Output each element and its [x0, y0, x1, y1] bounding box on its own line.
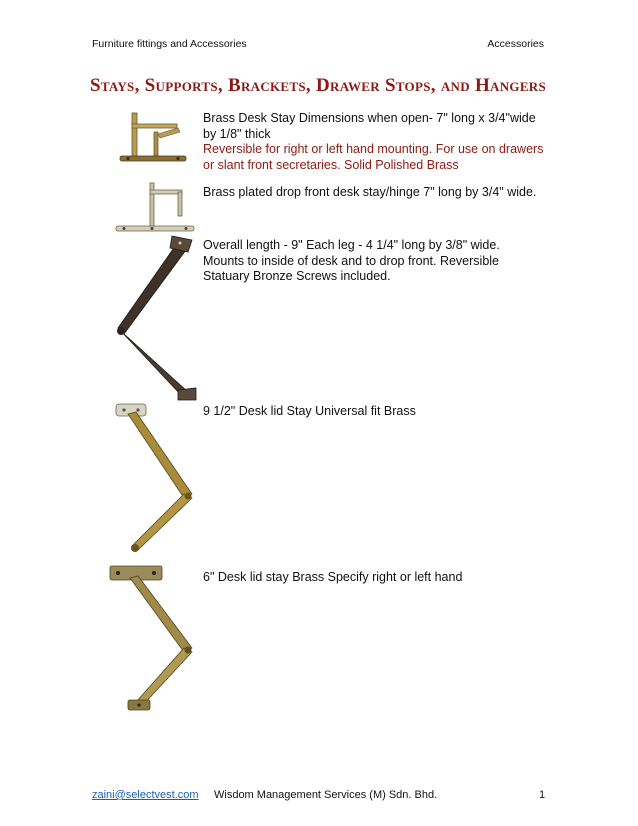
footer-email-link[interactable]: zaini@selectvest.com	[92, 789, 199, 801]
item-3-line-2: Mounts to inside of desk and to drop front. Reversible	[203, 253, 499, 268]
desk-lid-stay-9-5-image	[108, 400, 198, 560]
brass-desk-stay-image	[114, 110, 196, 172]
item-1-line-1: Brass Desk Stay Dimensions when open- 7" long x 3/4"wide	[203, 111, 536, 125]
item-4-line-1: 9 1/2" Desk lid Stay Universal fit Brass	[203, 404, 416, 418]
page-title: Stays, Supports, Brackets, Drawer Stops, and Hangers	[90, 75, 547, 96]
drop-front-stay-image	[112, 180, 196, 240]
item-5-description	[203, 570, 462, 586]
item-3-line-3: Statuary Bronze Screws included.	[203, 269, 391, 283]
header-left: Furniture fittings and Accessories	[92, 38, 247, 50]
item-1-line-4: or slant front secretaries. Solid Polished Brass	[203, 157, 459, 172]
item-3-description	[203, 238, 500, 285]
item-1-description	[203, 111, 543, 173]
item-5-line-1: 6" Desk lid stay Brass Specify right or left hand	[203, 570, 463, 584]
item-2-description	[203, 185, 536, 201]
item-3-line-1: Overall length - 9" Each leg - 4 1/4" long by 3/8" wide.	[203, 238, 500, 252]
item-1-line-3: Reversible for right or left hand mounting. For use on drawers	[203, 142, 544, 156]
header-right: Accessories	[487, 38, 544, 50]
item-2-line-1: Brass plated drop front desk stay/hinge 7" long by 3/4" wide.	[203, 185, 537, 199]
page-number: 1	[539, 789, 546, 801]
item-1-line-2: by 1/8" thick	[203, 126, 271, 141]
footer-company: Wisdom Management Services (M) Sdn. Bhd.	[214, 789, 438, 801]
desk-lid-stay-6-image	[104, 560, 200, 730]
item-4-description	[203, 404, 416, 420]
bronze-desk-stay-image	[108, 232, 198, 404]
